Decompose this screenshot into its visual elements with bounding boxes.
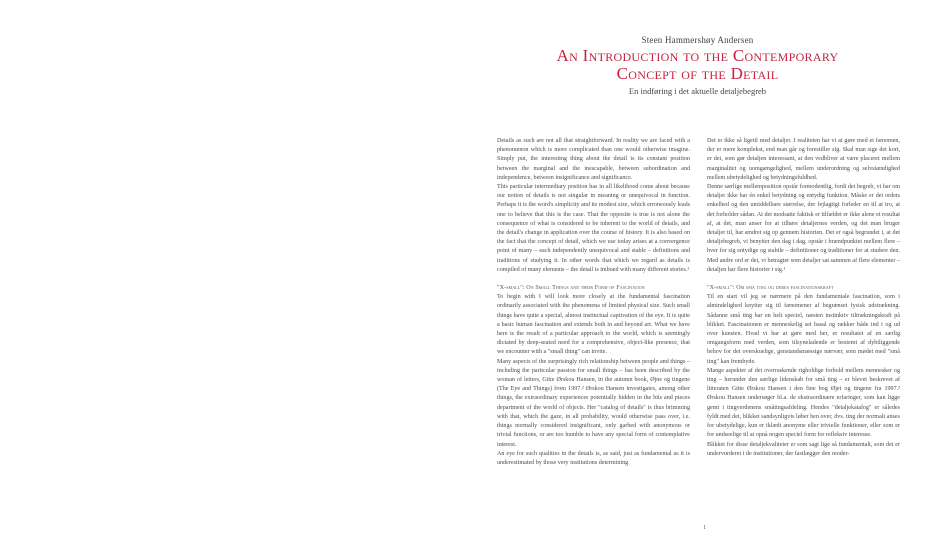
da-paragraph: Blikket for disse detaljekvaliteter er som sagt lige så fundamentalt, som det er undervurderet i de institutioner, der fastlægger den moder- xyxy=(707,441,900,457)
article-subtitle: En indføring i det aktuelle detaljebegreb xyxy=(628,86,767,96)
da-paragraph: Det er ikke så ligetil med detaljer. I realiteten har vi at gøre med et fænomen, der er mere komplekst, end man går og forestiller sig. Skal man sige det kort, er det, som gør detaljen interessant, at den vedbliver at være placeret mellem marginalitet og uomgængelighed, mellem underordning og selvstændighed mellem ubetydelighed og betydningsfuldhed. xyxy=(707,138,900,181)
danish-column xyxy=(707,137,900,459)
en-section-heading: "X-small": On Small Things and their Form of Fascination xyxy=(497,285,645,292)
en-paragraph: An eye for such qualities in the details is, as said, just as fundamental as it is underestimated by those very institutions determining xyxy=(497,450,690,466)
da-paragraph: Mange aspekter af det overraskende righoldige forhold mellem mennesker og ting – herunder den særlige lidenskab for små ting – er blevet beskrevet af litteraten Gitte Ørskou Hansen i den fine bog Øjet og tingene fra 1997.² Ørskou Hansen undersøger bl.a. de ekstraordinære erfaringer, som kan ligge gemt i tingverdenens småtingsafdeling. Hendes "detaljekatalog" er således fyldt med det, blikket sandsynligvis løber hen over, dvs. ting der normalt anses for ubetydelige, kun er iklædt anonyme eller trivielle funktioner, eller som er for undseelige til at opnå nogen speciel form for refleksiv interesse. xyxy=(707,367,900,439)
da-paragraph: Denne særlige mellemposition opstår formodentlig, fordi det begreb, vi har om detaljer ikke har én enkel betydning og entydig funktion. Måske er det ordets enkelhed og den umiddelbare størrelse, der fejlagtigt forleder en til at tro, at det forholder sådan. At det modsatte faktisk er tilfældet er ikke alene et resultat af, at det, man anser for at tilhøre detaljernes verden, og det man bruger detaljer til, har ændret sig op gennem historien. Det er også begrundet i, at det detaljebegreb, vi benytter den dag i dag, opstår i brændpunktet mellem flere – hver for sig entydige og stabile – definitioner og traditioner for at studere den. Med andre ord er det, vi betragter som detaljer sat sammen af flere elementer – detaljen har flere historier i sig.¹ xyxy=(707,184,900,273)
da-paragraph: Til en start vil jeg se nærmere på den fundamentale fascination, som i almindelighed knytter sig til fænomener af begrænset fysisk udstrækning. Sådanne små ting har en helt speciel, næsten instinktiv tiltrækningskraft på blikket. Fascinationen er menneskelig set basal og rækker både ind i og ud over kunsten. Hvad vi har at gøre med her, er resultatet af en særlig omgangsform med verden, som tilsyneladende er bestemt af dybtliggende behov for det overskuelige, genstandsmæssige nærvær, som mødet med "små ting" kan frembyde. xyxy=(707,294,900,365)
page-number: 1 xyxy=(703,525,706,531)
da-section-heading: "X-small": Om små ting og deres fascinationskraft xyxy=(707,285,834,292)
english-column xyxy=(497,137,690,468)
en-paragraph: Details as such are not all that straightforward. In reality we are faced with a phenomenon which is more complicated than one would otherwise imagine. Simply put, the interesting thing about the detail is its constant position between the marginal and the inescapable, between subordination and independence, between insignificance and significance. xyxy=(497,138,690,181)
en-paragraph: This particular intermediary position has in all likelihood come about because our notion of details is not singular in meaning or unequivocal in function. Perhaps it is the word's simplicity and its modest size, which erroneously leads one to believe that this is the case. That the opposite is true is not alone the consequence of what is considered to be inherent to the world of details, and the detail's change in application over the course of history. It is also based on the fact that the concept of detail, which we use today arises at a convergence point of many – each independently unequivocal and stable – definitions and traditions of studying it. In other words that which we regard as details is compiled of many elements – the detail is imbued with many different stories.¹ xyxy=(497,184,690,273)
title-line-1: An Introduction to the Contemporary xyxy=(556,46,839,65)
article-title xyxy=(465,47,930,83)
en-paragraph: Many aspects of the surprisingly rich relationship between people and things – including the particular passion for small things – has been described by the woman of letters, Gitte Ørskou Hansen, in the autumn book, Øjne og tingene (The Eye and Things) from 1997.² Ørskou Hansen investigates, among other things, the extraordinary experiences potentially hidden in the bits and pieces department of the world of objects. Her "catalog of details" is thus brimming with that, which the gaze, in all probability, would otherwise pass over, i.e. things normally considered insignificant, only garbed with anonymous or trivial functions, or are too humble to have any special form of contemplative interest. xyxy=(497,358,690,448)
author-name: Steen Hammershøy Andersen xyxy=(641,35,754,45)
en-paragraph: To begin with I will look more closely at the fundamental fascination ordinarily associated with the phenomena of limited physical size. Such small things have quite a special, almost instinctual captivation of the eye. It is quite a basic human fascination and extends both in and beyond art. What we have here is the result of a particular approach to the world, which is seemingly dictated by deep-seated need for a comprehensive, object-like presence, that we encounter with a "small thing" can invite. xyxy=(497,294,690,356)
title-line-2: Concept of the Detail xyxy=(616,64,779,83)
